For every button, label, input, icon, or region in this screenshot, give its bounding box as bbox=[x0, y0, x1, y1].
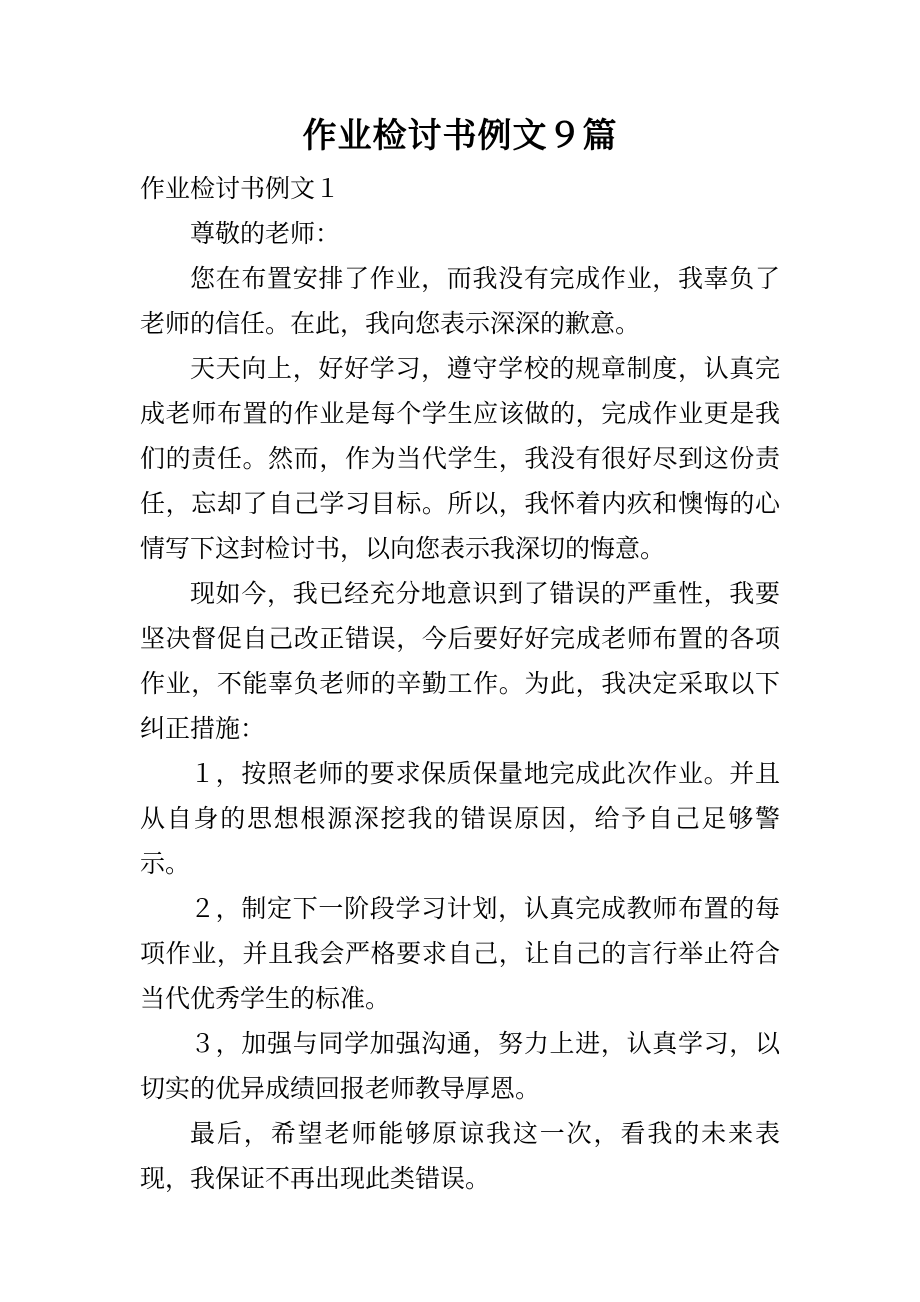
section-heading: 作业检讨书例文１ bbox=[140, 174, 341, 203]
body-paragraph: 天天向上，好好学习，遵守学校的规章制度，认真完成老师布置的作业是每个学生应该做的，完成作业更是我们的责任。然而，作为当代学生，我没有很好尽到这份责任，忘却了自己学习目标。所以，我怀着内疚和懊悔的心情写下这封检讨书，以向您表示我深切的悔意。 bbox=[140, 354, 780, 563]
salutation-paragraph: 尊敬的老师： bbox=[190, 219, 341, 248]
closing-paragraph: 最后，希望老师能够原谅我这一次，看我的未来表现，我保证不再出现此类错误。 bbox=[140, 1119, 780, 1193]
body-paragraph: 您在布置安排了作业，而我没有完成作业，我辜负了老师的信任。在此，我向您表示深深的歉意。 bbox=[140, 264, 780, 338]
document-body bbox=[140, 166, 780, 1201]
document-title: 作业检讨书例文９篇 bbox=[302, 116, 618, 156]
list-item-paragraph: １，按照老师的要求保质保量地完成此次作业。并且从自身的思想根源深挖我的错误原因，给予自己足够警示。 bbox=[140, 759, 780, 878]
list-item-paragraph: ２，制定下一阶段学习计划，认真完成教师布置的每项作业，并且我会严格要求自己，让自己的言行举止符合当代优秀学生的标准。 bbox=[140, 894, 780, 1013]
body-paragraph: 现如今，我已经充分地意识到了错误的严重性，我要坚决督促自己改正错误，今后要好好完成老师布置的各项作业，不能辜负老师的辛勤工作。为此，我决定采取以下纠正措施： bbox=[140, 579, 780, 743]
list-item-paragraph: ３，加强与同学加强沟通，努力上进，认真学习，以切实的优异成绩回报老师教导厚恩。 bbox=[140, 1029, 780, 1103]
